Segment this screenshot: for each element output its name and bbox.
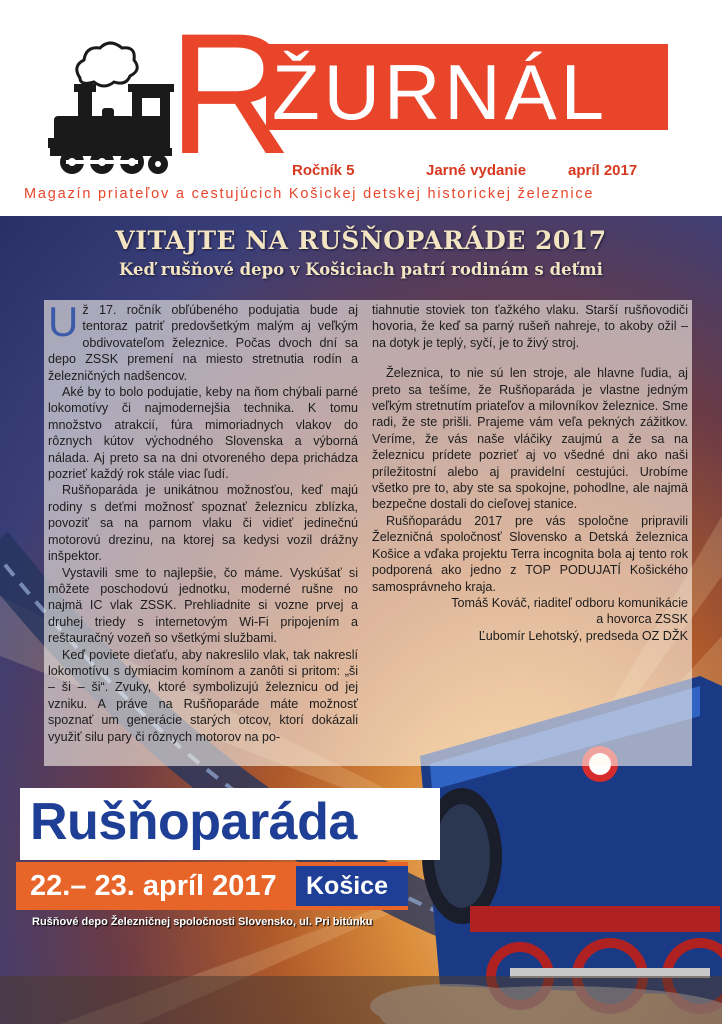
signature-line: Ľubomír Lehotský, predseda OZ DŽK xyxy=(478,628,688,643)
event-date: 22.– 23. apríl 2017 xyxy=(30,870,277,902)
article-paragraph: Aké by to bolo podujatie, keby na ňom chýbali parné lokomotívy či najmodernejšia technika. K tomu množstvo atrakcií, fúra mimoriadnych vlakov do rôznych kútov východného Slovenska a výborná nálada. Aj preto sa na dni otvoreného depa prichádza pozrieť každý rok stále viac ľudí. xyxy=(48,385,358,482)
article-paragraph: Rušňoparáda je unikátnou možnosťou, keď majú rodiny s deťmi možnosť spoznať železnicu zblízka, povoziť sa na parnom vlaku či vidieť jedinečnú motorovú drezinu, na ktorej sa kedysi vozil drážny inšpektor. xyxy=(48,483,358,564)
issue-edition: Jarné vydanie xyxy=(426,162,527,179)
cover-poster xyxy=(0,216,722,1024)
article-headline: VITAJTE NA RUŠŇOPARÁDE 2017 xyxy=(115,226,607,255)
article-paragraph: tiahnutie stoviek ton ťažkého vlaku. Starší rušňovodiči hovoria, že keď sa parný rušeň nahreje, to akoby ožil – na dotyk je teplý, syčí, je to živý stroj. xyxy=(372,303,688,350)
issue-date: apríl 2017 xyxy=(568,162,638,179)
article-paragraph: Keď poviete dieťaťu, aby nakreslilo vlak, tak nakreslí lokomotívu s dymiacim komínom a zanôti si pritom: „ši – ši – ši“. Zvuky, ktoré symbolizujú železnicu od jej vzniku. A práve na Rušňoparáde máte možnosť spoznať um generácie starých otcov, ktorí dokázali využiť silu pary či rôznych motorov na po- xyxy=(48,647,358,744)
event-venue: Rušňové depo Železničnej spoločnosti Slovensko, ul. Pri bitúnku xyxy=(32,916,373,928)
article-column-right xyxy=(372,302,688,644)
magazine-tagline: Magazín priateľov a cestujúcich Košickej detskej historickej železnice xyxy=(24,186,595,202)
issue-volume: Ročník 5 xyxy=(292,162,355,179)
article-paragraph xyxy=(48,298,358,384)
article-column-left xyxy=(48,298,358,745)
article-paragraph: Vystavili sme to najlepšie, čo máme. Vyskúšať si môžete poschodovú jednotku, moderné rušne no najmä IC vlak ZSSK. Prehliadnite si vozne prvej a druhej triedy s internetovým Wi-Fi pripojením a reštauračný vozeň so všetkými službami. xyxy=(48,565,358,646)
signature-line: a hovorca ZSSK xyxy=(596,612,688,627)
event-brand-title: Rušňoparáda xyxy=(30,793,357,851)
steam-locomotive-icon xyxy=(46,38,176,178)
event-city: Košice xyxy=(306,872,388,900)
article-paragraph-text: ž 17. ročník obľúbeného podujatia bude aj tentoraz patriť predovšetkým malým aj veľkým obdivovateľom železnice. Počas dvoch dní sa depo ZSSK premení na miesto stretnutia rodín a železničných nadšencov. xyxy=(48,303,358,383)
logo-title: ŽURNÁL xyxy=(272,48,609,136)
logo-letter-r: R xyxy=(168,0,289,190)
masthead xyxy=(0,0,722,216)
article-subheadline: Keď rušňové depo v Košiciach patrí rodinám s deťmi xyxy=(119,260,603,279)
article-paragraph: Rušňoparádu 2017 pre vás spoločne pripravili Železničná spoločnosť Slovensko a Detská železnica Košice a vďaka projektu Terra incognita bola aj tento rok podporená ako jedno z TOP PODUJATÍ Košického samosprávneho kraja. xyxy=(372,513,688,594)
signature-line: Tomáš Kováč, riaditeľ odboru komunikácie xyxy=(451,595,688,610)
article-paragraph: Železnica, to nie sú len stroje, ale hlavne ľudia, aj preto sa tešíme, že Rušňoparáda je vlastne jedným veľkým stretnutím priateľov a milovníkov železnice. Sme radi, že ste prišli. Prajeme vám veľa pekných zážitkov. Veríme, že vás naše vláčiky zaujmú a že sa na železnicu prídete pozrieť aj vo všedné dni ako naši príležitostní alebo aj pravidelní cestujúci. Urobíme všetko pre to, aby ste sa spokojne, pohodlne, ale najmä bezpečne dostali do cieľovej stanice. xyxy=(372,366,688,512)
drop-cap: U xyxy=(48,298,79,345)
